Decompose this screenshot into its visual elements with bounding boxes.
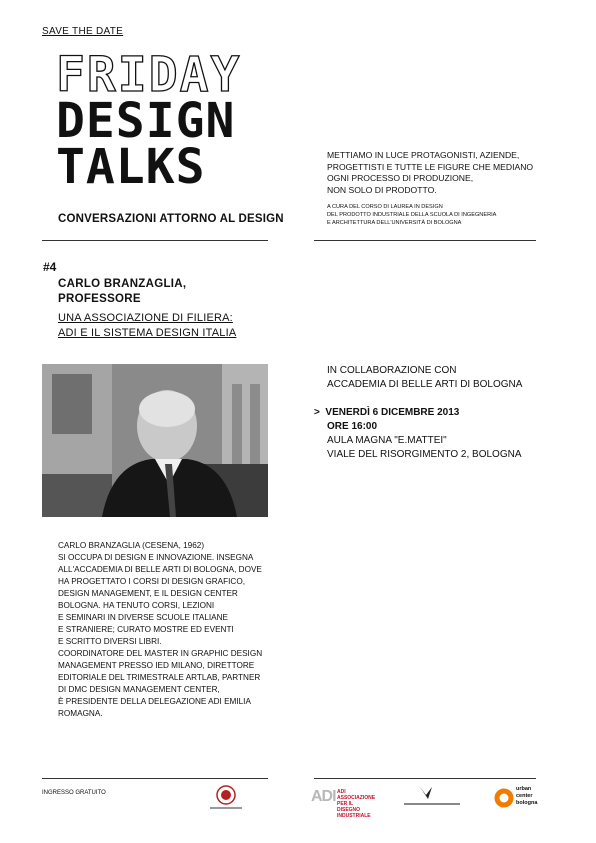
event-subtitle: CONVERSAZIONI ATTORNO AL DESIGN xyxy=(58,213,284,225)
free-entry: INGRESSO GRATUITO xyxy=(42,790,106,796)
talk-number: #4 xyxy=(43,260,57,274)
talk-title: UNA ASSOCIAZIONE DI FILIERA: ADI E IL SISTEMA DESIGN ITALIA xyxy=(58,312,237,339)
title-line-friday: FRIDAY xyxy=(56,47,242,103)
intro-credit: A CURA DEL CORSO DI LAUREA IN DESIGN DEL PRODOTTO INDUSTRIALE DELLA SCUOLA DI INGEGNERIA E ARCHITETTURA DELL'UNIVERSITÀ DI BOLOGNA xyxy=(327,204,497,226)
arrow-icon: > xyxy=(314,407,320,418)
event-room: AULA MAGNA "E.MATTEI" xyxy=(327,435,447,446)
urban-center-icon xyxy=(494,788,514,808)
save-the-date: SAVE THE DATE xyxy=(42,26,124,37)
accademia-logo xyxy=(402,785,462,809)
event-address: VIALE DEL RISORGIMENTO 2, BOLOGNA xyxy=(327,449,522,460)
speaker-photo xyxy=(42,364,268,517)
collaboration: IN COLLABORAZIONE CON ACCADEMIA DI BELLE ARTI DI BOLOGNA xyxy=(327,365,523,390)
title-line-design: DESIGN xyxy=(56,93,236,149)
event-details xyxy=(314,406,522,462)
title-line-talks: TALKS xyxy=(56,139,206,195)
university-seal-logo xyxy=(208,784,244,812)
footer-divider-left xyxy=(42,778,268,779)
event-title xyxy=(56,47,266,195)
intro-text: METTIAMO IN LUCE PROTAGONISTI, AZIENDE, PROGETTISTI E TUTTE LE FIGURE CHE MEDIANO OGNI PROCESSO DI PRODUZIONE, NON SOLO DI PRODOTTO. xyxy=(327,150,534,195)
urban-center-logo: urban center bologna xyxy=(494,786,544,810)
adi-logo: ADI ADI ASSOCIAZIONE PER IL DISEGNO INDUSTRIALE xyxy=(311,788,376,819)
event-date: VENERDÌ 6 DICEMBRE 2013 xyxy=(325,407,460,418)
footer-divider-right xyxy=(314,778,536,779)
speaker-bio: CARLO BRANZAGLIA (CESENA, 1962) SI OCCUPA DI DESIGN E INNOVAZIONE. INSEGNA ALL'ACCADEMIA DI BELLE ARTI DI BOLOGNA, DOVE HA PROGETTATO I CORSI DI DESIGN GRAFICO, DESIGN MANAGEMENT, E IL DESIGN CENTER BOLOGNA. HA TENUTO CORSI, LEZIONI E SEMINARI IN DIVERSE SCUOLE ITALIANE E STRANIERE; CURATO MOSTRE ED EVENTI E SCRITTO DIVERSI LIBRI. COORDINATORE DEL MASTER IN GRAPHIC DESIGN MANAGEMENT PRESSO IED MILANO, DIRETTORE EDITORIALE DEL TRIMESTRALE ARTLAB, PARTNER DI DMC DESIGN MANAGEMENT CENTER, È PRESIDENTE DELLA DELEGAZIONE ADI EMILIA ROMAGNA. xyxy=(58,541,263,718)
event-time: ORE 16:00 xyxy=(327,421,378,432)
divider-right xyxy=(314,240,536,241)
speaker-name: CARLO BRANZAGLIA, PROFESSORE xyxy=(58,278,187,305)
divider-left xyxy=(42,240,268,241)
speaker-photo-illustration xyxy=(42,364,268,517)
